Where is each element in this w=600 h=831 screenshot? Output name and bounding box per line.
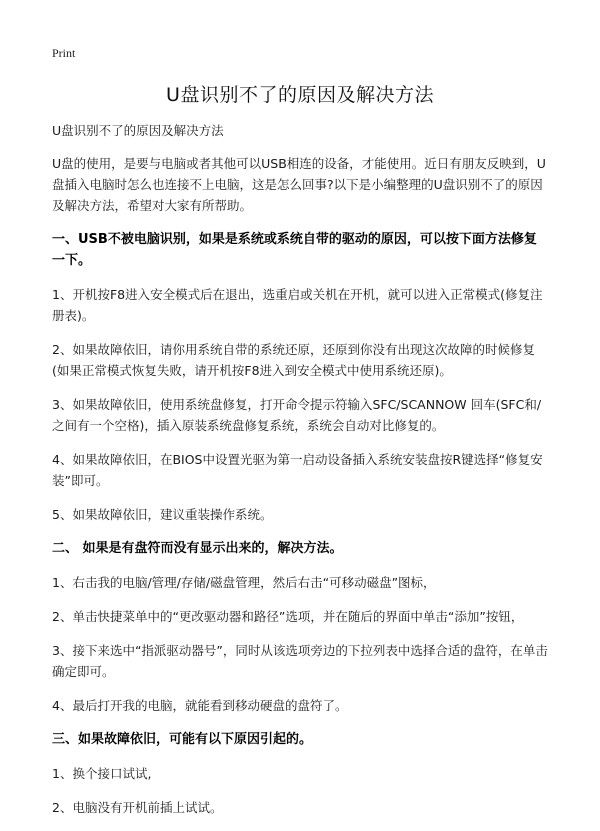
list-item: 2、电脑没有开机前插上试试。 bbox=[52, 800, 223, 815]
section-heading-2: 二、 如果是有盘符而没有显示出来的，解决方法。 bbox=[52, 541, 343, 556]
list-item: 2、单击快捷菜单中的“更改驱动器和路径”选项，并在随后的界面中单击“添加”按钮， bbox=[52, 609, 524, 624]
page-title: U盘识别不了的原因及解决方法 bbox=[166, 84, 434, 106]
list-item: 3、如果故障依旧，使用系统盘修复，打开命令提示符输入SFC/SCANNOW 回车(SFC和/之间有一个空格)，插入原装系统盘修复系统，系统会自动对比修复的。 bbox=[52, 397, 542, 433]
subtitle: U盘识别不了的原因及解决方法 bbox=[52, 123, 224, 138]
list-item: 4、最后打开我的电脑，就能看到移动硬盘的盘符了。 bbox=[52, 698, 348, 713]
section-heading-3: 三、如果故障依旧，可能有以下原因引起的。 bbox=[52, 732, 313, 747]
list-item: 3、接下来选中“指派驱动器号”，同时从该选项旁边的下拉列表中选择合适的盘符，在单击确定即可。 bbox=[52, 643, 548, 679]
document-body bbox=[52, 120, 548, 831]
section-heading-1: 一、USB不被电脑识别，如果是系统或系统自带的驱动的原因，可以按下面方法修复一下。 bbox=[52, 232, 537, 268]
print-label: Print bbox=[52, 46, 76, 60]
list-item: 4、如果故障依旧，在BIOS中设置光驱为第一启动设备插入系统安装盘按R键选择“修复安装”即可。 bbox=[52, 452, 543, 488]
list-item: 1、右击我的电脑/管理/存储/磁盘管理，然后右击“可移动磁盘”图标， bbox=[52, 575, 436, 590]
intro-paragraph: U盘的使用，是要与电脑或者其他可以USB相连的设备，才能使用。近日有朋友反映到，U盘插入电脑时怎么也连接不上电脑，这是怎么回事?以下是小编整理的U盘识别不了的原因及解决方法，希望对大家有所帮助。 bbox=[52, 156, 546, 213]
list-item: 2、如果故障依旧，请你用系统自带的系统还原，还原到你没有出现这次故障的时候修复(如果正常模式恢复失败，请开机按F8进入到安全模式中使用系统还原)。 bbox=[52, 342, 535, 378]
list-item: 1、开机按F8进入安全模式后在退出，选重启或关机在开机，就可以进入正常模式(修复注册表)。 bbox=[52, 287, 543, 323]
list-item: 1、换个接口试试, bbox=[52, 766, 152, 781]
list-item: 5、如果故障依旧，建议重装操作系统。 bbox=[52, 507, 273, 522]
